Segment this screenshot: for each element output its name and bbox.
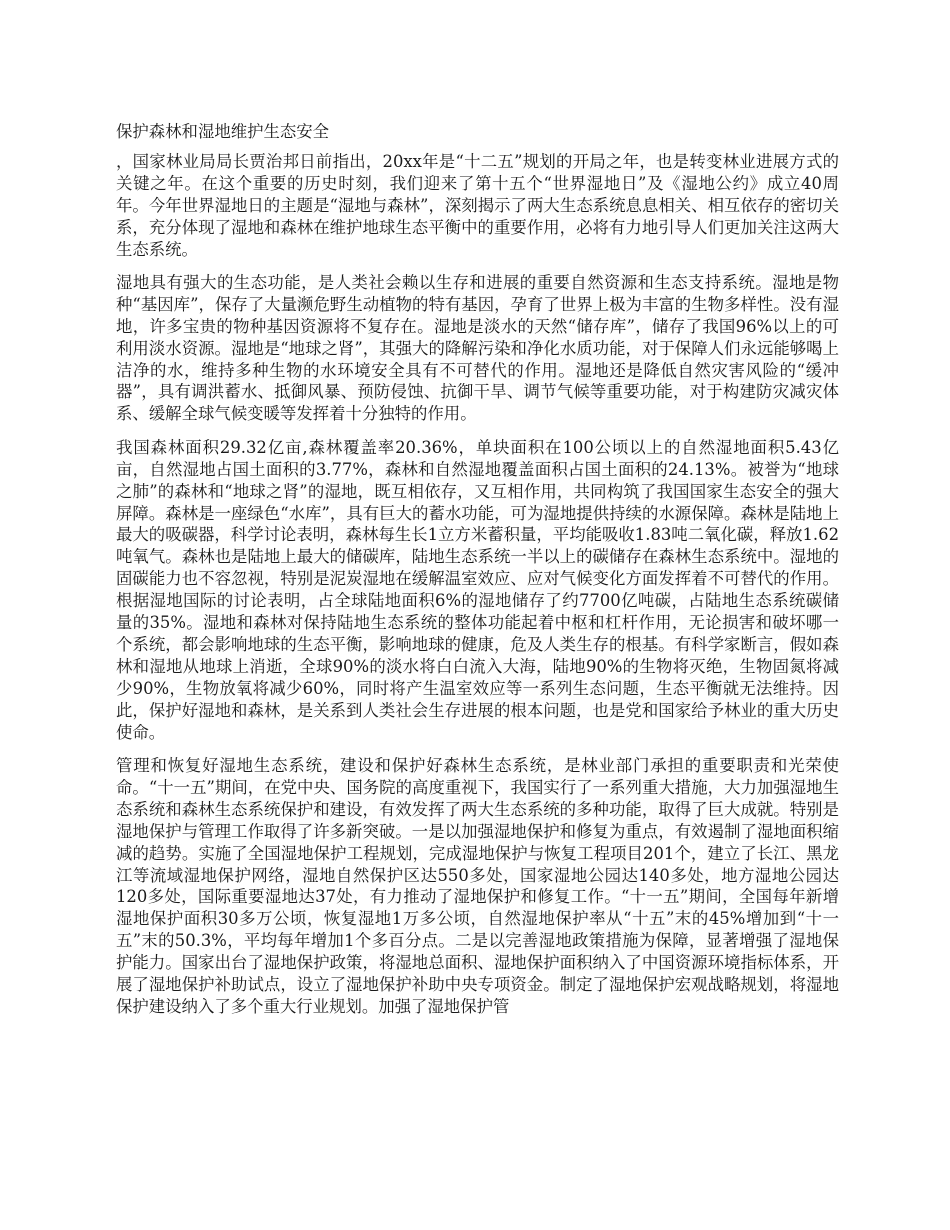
paragraph-forest-wetland-statistics: 我国森林面积29.32亿亩,森林覆盖率20.36%，单块面积在100公顷以上的自然湿地面积5.43亿亩，自然湿地占国土面积的3.77%，森林和自然湿地覆盖面积占国土面积的24.13%。被誉为“地球之肺”的森林和“地球之肾”的湿地，既互相依存，又互相作用，共同构筑了我国国家生态安全的强大屏障。森林是一座绿色“水库”，具有巨大的蓄水功能，可为湿地提供持续的水源保障。森林是陆地上最大的吸碳器，科学讨论表明，森林每生长1立方米蓄积量，平均能吸收1.83吨二氧化碳，释放1.62吨氧气。森林也是陆地上最大的储碳库，陆地生态系统一半以上的碳储存在森林生态系统中。湿地的固碳能力也不容忽视，特别是泥炭湿地在缓解温室效应、应对气候变化方面发挥着不可替代的作用。根据湿地国际的讨论表明，占全球陆地面积6%的湿地储存了约7700亿吨碳，占陆地生态系统碳储量的35%。湿地和森林对保持陆地生态系统的整体功能起着中枢和杠杆作用，无论损害和破坏哪一个系统，都会影响地球的生态平衡，影响地球的健康，危及人类生存的根基。有科学家断言，假如森林和湿地从地球上消逝，全球90%的淡水将白白流入大海，陆地90%的生物将灭绝，生物固氮将减少90%，生物放氧将减少60%，同时将产生温室效应等一系列生态问题，生态平衡就无法维持。因此，保护好湿地和森林，是关系到人类社会生存进展的根本问题，也是党和国家给予林业的重大历史使命。 (116, 437, 839, 742)
paragraph-management-achievements: 管理和恢复好湿地生态系统，建设和保护好森林生态系统，是林业部门承担的重要职责和光荣使命。“十一五”期间，在党中央、国务院的高度重视下，我国实行了一系列重大措施，大力加强湿地生态系统和森林生态系统保护和建设，有效发挥了两大生态系统的多种功能，取得了巨大成就。特别是湿地保护与管理工作取得了许多新突破。一是以加强湿地保护和修复为重点，有效遏制了湿地面积缩减的趋势。实施了全国湿地保护工程规划，完成湿地保护与恢复工程项目201个，建立了长江、黑龙江等流域湿地保护网络，湿地自然保护区达550多处，国家湿地公园达140多处，地方湿地公园达120多处，国际重要湿地达37处，有力推动了湿地保护和修复工作。“十一五”期间，全国每年新增湿地保护面积30多万公顷，恢复湿地1万多公顷，自然湿地保护率从“十五”末的45%增加到“十一五”末的50.3%，平均每年增加1个多百分点。二是以完善湿地政策措施为保障，显著增强了湿地保护能力。国家出台了湿地保护政策，将湿地总面积、湿地保护面积纳入了中国资源环境指标体系，开展了湿地保护补助试点，设立了湿地保护补助中央专项资金。制定了湿地保护宏观战略规划，将湿地保护建设纳入了多个重大行业规划。加强了湿地保护管 (116, 755, 839, 1016)
paragraph-wetland-functions: 湿地具有强大的生态功能，是人类社会赖以生存和进展的重要自然资源和生态支持系统。湿地是物种“基因库”，保存了大量濒危野生动植物的特有基因，孕育了世界上极为丰富的生物多样性。没有湿地，许多宝贵的物种基因资源将不复存在。湿地是淡水的天然“储存库”，储存了我国96%以上的可利用淡水资源。湿地是“地球之肾”，其强大的降解污染和净化水质功能，对于保障人们永远能够喝上洁净的水，维持多种生物的水环境安全具有不可替代的作用。湿地还是降低自然灾害风险的“缓冲器”，具有调洪蓄水、抵御风暴、预防侵蚀、抗御干旱、调节气候等重要功能，对于构建防灾减灾体系、缓解全球气候变暖等发挥着十分独特的作用。 (116, 272, 839, 424)
document-body (116, 121, 839, 1029)
paragraph-intro: ，国家林业局局长贾治邦日前指出，20xx年是“十二五”规划的开局之年，也是转变林业进展方式的关键之年。在这个重要的历史时刻，我们迎来了第十五个“世界湿地日”及《湿地公约》成立40周年。今年世界湿地日的主题是“湿地与森林”，深刻揭示了两大生态系统息息相关、相互依存的密切关系，充分体现了湿地和森林在维护地球生态平衡中的重要作用，必将有力地引导人们更加关注这两大生态系统。 (116, 151, 839, 259)
document-title: 保护森林和湿地维护生态安全 (116, 122, 330, 141)
